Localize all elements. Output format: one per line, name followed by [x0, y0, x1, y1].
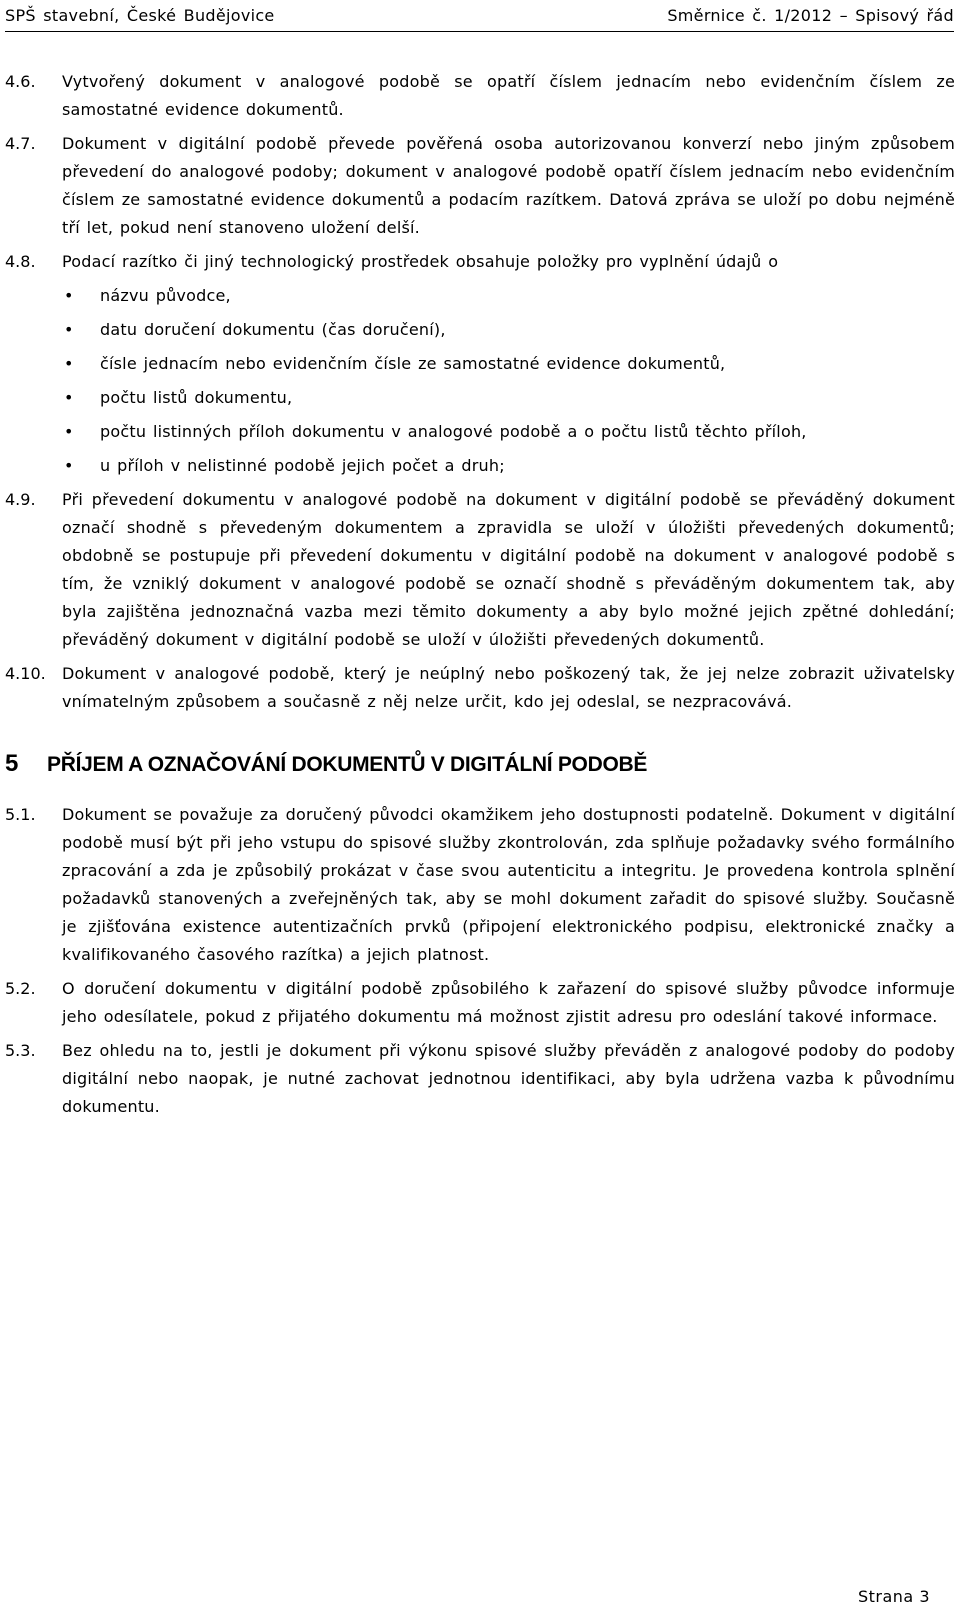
- page-number: Strana 3: [857, 1587, 930, 1606]
- list-item: [64, 452, 955, 480]
- paragraph-number: 4.6.: [5, 72, 36, 91]
- paragraph-text: Dokument v digitální podobě převede pověřená osoba autorizovanou konverzí nebo jiným způsobem převedení do analogové podoby; dokument v analogové podobě opatří číslem jednacím nebo evidenčním číslem ze samostatné evidence dokumentů a podacím razítkem. Datová zpráva se uloží po dobu nejméně tří let, pokud není stanoveno uložení delší.: [62, 134, 955, 237]
- list-item-text: čísle jednacím nebo evidenčním čísle ze samostatné evidence dokumentů,: [100, 354, 726, 373]
- page-header: [5, 6, 954, 32]
- list-item: [64, 384, 955, 412]
- paragraph-number: 4.8.: [5, 252, 36, 271]
- paragraph-text: Podací razítko či jiný technologický prostředek obsahuje položky pro vyplnění údajů o: [62, 252, 779, 271]
- bullet-icon: •: [64, 456, 74, 475]
- list-item-text: u příloh v nelistinné podobě jejich počet a druh;: [100, 456, 505, 475]
- list-item: [64, 418, 955, 446]
- paragraph-5-2: [5, 975, 955, 1031]
- list-item: [64, 282, 955, 310]
- bullet-icon: •: [64, 286, 74, 305]
- paragraph-4-7: [5, 130, 955, 242]
- paragraph-text: Dokument se považuje za doručený původci okamžikem jeho dostupnosti podatelně. Dokument v digitální podobě musí být při jeho vstupu do spisové služby zkontrolován, zda splňuje požadavky svého formálního zpracování a zda je způsobilý prokázat v čase svou autenticitu a integritu. Je provedena kontrola splnění požadavků stanovených a zveřejněných tak, aby se mohl dokument zařadit do spisové služby. Současně je zjišťována existence autentizačních prvků (připojení elektronického podpisu, elektronické značky a kvalifikovaného časového razítka) a jejich platnost.: [62, 805, 955, 964]
- bullet-icon: •: [64, 388, 74, 407]
- bullet-icon: •: [64, 320, 74, 339]
- bullet-icon: •: [64, 422, 74, 441]
- paragraph-number: 4.10.: [5, 664, 46, 683]
- document-body: [5, 68, 955, 1127]
- section-title: PŘÍJEM A OZNAČOVÁNÍ DOKUMENTŮ V DIGITÁLNÍ PODOBĚ: [47, 753, 648, 776]
- list-item-text: názvu původce,: [100, 286, 231, 305]
- paragraph-text: Vytvořený dokument v analogové podobě se opatří číslem jednacím nebo evidenčním číslem ze samostatné evidence dokumentů.: [62, 72, 955, 119]
- paragraph-text: Dokument v analogové podobě, který je neúplný nebo poškozený tak, že jej nelze zobrazit uživatelsky vnímatelným způsobem a současně z něj nelze určit, kdo jej odeslal, se nezpracovává.: [62, 664, 955, 711]
- header-school-name: SPŠ stavební, České Budějovice: [5, 6, 275, 25]
- paragraph-4-6: [5, 68, 955, 124]
- paragraph-text: O doručení dokumentu v digitální podobě způsobilého k zařazení do spisové služby původce informuje jeho odesílatele, pokud z přijatého dokumentu má možnost zjistit adresu pro odeslání takové informace.: [62, 979, 955, 1026]
- section-heading: [5, 750, 955, 779]
- list-item-text: počtu listinných příloh dokumentu v analogové podobě a o počtu listů těchto příloh,: [100, 422, 807, 441]
- paragraph-5-1: [5, 801, 955, 969]
- paragraph-number: 4.9.: [5, 490, 36, 509]
- bullet-icon: •: [64, 354, 74, 373]
- header-document-title: Směrnice č. 1/2012 – Spisový řád: [667, 6, 954, 25]
- paragraph-number: 5.3.: [5, 1041, 36, 1060]
- paragraph-5-3: [5, 1037, 955, 1121]
- list-item: [64, 350, 955, 378]
- paragraph-4-10: [5, 660, 955, 716]
- paragraph-text: Při převedení dokumentu v analogové podobě na dokument v digitální podobě se převáděný dokument označí shodně s převedeným dokumentem a zpravidla se uloží v úložišti převedených dokumentů; obdobně se postupuje při převedení dokumentu v digitální podobě na dokument v analogové podobě s tím, že vzniklý dokument v analogové podobě se označí shodně s převáděným dokumentem tak, aby byla zajištěna jednoznačná vazba mezi těmito dokumenty a aby bylo možné jejich zpětné dohledání; převáděný dokument v digitální podobě se uloží v úložišti převedených dokumentů.: [62, 490, 955, 649]
- list-item-text: datu doručení dokumentu (čas doručení),: [100, 320, 446, 339]
- section-number: 5: [5, 750, 19, 777]
- stamp-fields-list: [64, 282, 955, 480]
- paragraph-text: Bez ohledu na to, jestli je dokument při výkonu spisové služby převáděn z analogové podoby do podoby digitální nebo naopak, je nutné zachovat jednotnou identifikaci, aby byla udržena vazba k původnímu dokumentu.: [62, 1041, 955, 1116]
- list-item-text: počtu listů dokumentu,: [100, 388, 293, 407]
- paragraph-4-9: [5, 486, 955, 654]
- paragraph-number: 5.1.: [5, 805, 36, 824]
- paragraph-4-8: [5, 248, 955, 480]
- list-item: [64, 316, 955, 344]
- paragraph-number: 5.2.: [5, 979, 36, 998]
- paragraph-number: 4.7.: [5, 134, 36, 153]
- paragraph-body: [62, 248, 955, 480]
